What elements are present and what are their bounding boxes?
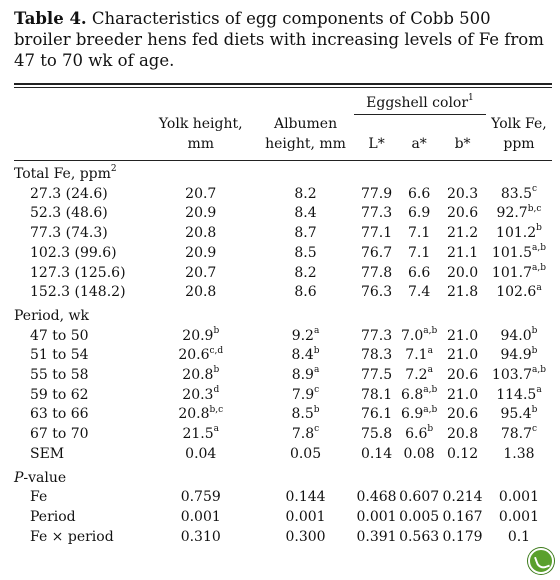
table-cell bbox=[144, 405, 257, 425]
table-cell bbox=[486, 283, 552, 303]
cell-superscript: a,b bbox=[423, 325, 438, 336]
cell-value: 102.6 bbox=[496, 284, 537, 301]
cell-value: 94.0 bbox=[500, 327, 532, 344]
cell-value: 20.3 bbox=[182, 386, 214, 403]
cell-value: 20.8 bbox=[182, 367, 214, 384]
table-cell bbox=[399, 204, 439, 224]
row-label: 63 to 66 bbox=[30, 406, 89, 423]
cell-value: 0.563 bbox=[399, 528, 440, 545]
table-cell bbox=[486, 425, 552, 445]
cell-value: 0.05 bbox=[289, 445, 322, 462]
cell-value: 8.6 bbox=[294, 284, 317, 301]
cell-value: 92.7 bbox=[496, 205, 528, 222]
table-cell bbox=[354, 264, 399, 284]
table-cell bbox=[399, 445, 439, 465]
col-header-a: a* bbox=[411, 136, 427, 152]
cell-value: 7.1 bbox=[405, 347, 428, 364]
cell-value: 8.2 bbox=[294, 185, 317, 202]
cell-value: 6.9 bbox=[400, 406, 424, 423]
caption-text: Characteristics of egg components of Cobb 500 broiler breeder hens fed diets with increasing levels of Fe from 47 to 70 wk of age. bbox=[14, 9, 544, 70]
cell-superscript: c bbox=[532, 424, 538, 435]
row-label: 47 to 50 bbox=[30, 327, 89, 344]
cell-superscript: b bbox=[536, 223, 542, 234]
table-cell bbox=[354, 386, 399, 406]
col-header-b: b* bbox=[454, 136, 471, 152]
cell-value: 76.7 bbox=[360, 244, 393, 261]
col-header-yolk-height-unit: mm bbox=[187, 136, 215, 152]
cell-value: 103.7 bbox=[491, 367, 532, 384]
table-cell bbox=[399, 244, 439, 264]
cell-superscript: a,b bbox=[532, 243, 546, 254]
cell-value: 21.0 bbox=[446, 327, 479, 344]
cell-value: 6.9 bbox=[407, 205, 431, 222]
cell-superscript: d bbox=[213, 385, 220, 396]
table-cell bbox=[486, 244, 552, 264]
cell-value: 0.001 bbox=[498, 508, 539, 525]
cell-superscript: c bbox=[532, 184, 538, 195]
cell-value: 7.1 bbox=[407, 244, 431, 261]
cell-value: 0.005 bbox=[399, 508, 440, 525]
cell-value: 7.0 bbox=[400, 327, 424, 344]
table-cell bbox=[144, 445, 257, 465]
table-cell bbox=[354, 488, 399, 508]
cell-superscript: a bbox=[536, 385, 542, 396]
table-cell bbox=[144, 244, 257, 264]
table-row bbox=[14, 488, 552, 508]
cell-superscript: a,b bbox=[423, 404, 438, 415]
data-table bbox=[14, 88, 552, 547]
table-cell bbox=[399, 327, 439, 347]
table-cell bbox=[439, 528, 486, 548]
table-cell bbox=[439, 366, 486, 386]
table-cell bbox=[144, 327, 257, 347]
row-label: Period bbox=[30, 508, 76, 525]
col-header-yolk-fe-unit: ppm bbox=[503, 136, 535, 152]
section-title: P-value bbox=[14, 469, 67, 486]
table-cell bbox=[144, 508, 257, 528]
table-cell bbox=[439, 327, 486, 347]
table-cell bbox=[257, 488, 354, 508]
table-cell bbox=[439, 224, 486, 244]
table-cell bbox=[144, 386, 257, 406]
table-row bbox=[14, 508, 552, 528]
cell-value: 0.167 bbox=[442, 508, 483, 525]
table-cell bbox=[257, 386, 354, 406]
table-cell bbox=[439, 488, 486, 508]
cell-value: 8.2 bbox=[294, 264, 317, 281]
table-cell bbox=[486, 528, 552, 548]
table-cell bbox=[439, 386, 486, 406]
cell-value: 8.5 bbox=[291, 406, 314, 423]
cell-value: 20.6 bbox=[178, 347, 210, 364]
row-label: 55 to 58 bbox=[30, 367, 89, 384]
table-cell bbox=[257, 405, 354, 425]
table-cell bbox=[354, 204, 399, 224]
cell-value: 7.9 bbox=[291, 386, 315, 403]
table-cell bbox=[486, 346, 552, 366]
cell-value: 20.8 bbox=[178, 406, 210, 423]
cell-value: 77.3 bbox=[360, 327, 393, 344]
row-label: 51 to 54 bbox=[30, 347, 89, 364]
cell-value: 1.38 bbox=[503, 445, 535, 462]
row-label: 102.3 (99.6) bbox=[30, 244, 117, 261]
cell-value: 0.14 bbox=[360, 445, 393, 462]
table-cell bbox=[399, 528, 439, 548]
table-caption bbox=[14, 8, 552, 71]
cell-value: 20.6 bbox=[446, 205, 479, 222]
table-cell bbox=[354, 508, 399, 528]
cell-value: 20.6 bbox=[446, 367, 479, 384]
table-row bbox=[14, 224, 552, 244]
cell-superscript: b bbox=[531, 325, 538, 336]
cell-value: 6.6 bbox=[405, 426, 428, 443]
row-label: 67 to 70 bbox=[30, 426, 89, 443]
cell-superscript: b bbox=[313, 404, 320, 415]
table-cell bbox=[439, 508, 486, 528]
table-cell bbox=[257, 366, 354, 386]
cell-value: 95.4 bbox=[500, 406, 532, 423]
table-cell bbox=[354, 405, 399, 425]
table-cell bbox=[399, 386, 439, 406]
table-row bbox=[14, 283, 552, 303]
cell-superscript: a bbox=[213, 424, 220, 435]
table-cell bbox=[439, 346, 486, 366]
table-cell bbox=[486, 488, 552, 508]
section-title-footnote: 2 bbox=[110, 164, 117, 175]
row-label: 127.3 (125.6) bbox=[30, 264, 126, 281]
table-cell bbox=[144, 283, 257, 303]
cell-superscript: b,c bbox=[527, 203, 542, 214]
table-cell bbox=[399, 224, 439, 244]
table-row bbox=[14, 386, 552, 406]
cell-value: 78.1 bbox=[360, 386, 393, 403]
table-row bbox=[14, 425, 552, 445]
table-cell bbox=[354, 445, 399, 465]
table-cell bbox=[399, 346, 439, 366]
cell-value: 9.2 bbox=[291, 327, 314, 344]
table-row bbox=[14, 445, 552, 465]
table-cell bbox=[354, 425, 399, 445]
cell-value: 77.5 bbox=[360, 367, 393, 384]
cell-value: 94.9 bbox=[500, 347, 532, 364]
cell-value: 0.04 bbox=[185, 445, 217, 462]
cell-value: 0.08 bbox=[403, 445, 435, 462]
cell-value: 20.8 bbox=[185, 284, 217, 301]
cell-superscript: a bbox=[427, 345, 433, 356]
cell-value: 8.9 bbox=[291, 367, 314, 384]
cell-value: 0.001 bbox=[498, 489, 539, 506]
cell-value: 20.9 bbox=[182, 327, 214, 344]
section-title: Period, wk bbox=[14, 307, 90, 324]
cell-superscript: a,b bbox=[532, 262, 546, 273]
cell-value: 101.7 bbox=[491, 264, 532, 281]
table-cell bbox=[144, 185, 257, 205]
cell-value: 77.8 bbox=[360, 264, 393, 281]
cell-superscript: b bbox=[531, 345, 538, 356]
cell-value: 76.1 bbox=[360, 406, 393, 423]
table-cell bbox=[439, 244, 486, 264]
cell-value: 114.5 bbox=[496, 386, 537, 403]
table-cell bbox=[144, 488, 257, 508]
table-cell bbox=[354, 528, 399, 548]
cell-value: 7.1 bbox=[407, 225, 431, 242]
cell-value: 20.6 bbox=[446, 406, 479, 423]
table-cell bbox=[486, 327, 552, 347]
cell-value: 21.2 bbox=[446, 225, 479, 242]
table-cell bbox=[486, 386, 552, 406]
table-cell bbox=[399, 425, 439, 445]
table-cell bbox=[439, 283, 486, 303]
cell-value: 20.8 bbox=[185, 225, 217, 242]
cell-value: 0.391 bbox=[356, 528, 397, 545]
table-cell bbox=[144, 264, 257, 284]
table-cell bbox=[486, 264, 552, 284]
table-cell bbox=[354, 185, 399, 205]
cell-superscript: b bbox=[213, 365, 220, 376]
row-label: 52.3 (48.6) bbox=[30, 205, 108, 222]
table-cell bbox=[354, 244, 399, 264]
cell-value: 75.8 bbox=[360, 426, 393, 443]
table-cell bbox=[257, 445, 354, 465]
cell-superscript: a,b bbox=[532, 365, 546, 376]
table-cell bbox=[257, 283, 354, 303]
row-label: Fe × period bbox=[30, 528, 114, 545]
cell-value: 7.4 bbox=[407, 284, 431, 301]
table-cell bbox=[257, 224, 354, 244]
table-cell bbox=[354, 366, 399, 386]
table-cell bbox=[354, 224, 399, 244]
cell-value: 77.1 bbox=[360, 225, 393, 242]
cell-value: 0.001 bbox=[285, 508, 326, 525]
col-header-yolk-fe: Yolk Fe, bbox=[491, 116, 547, 132]
table-cell bbox=[486, 185, 552, 205]
table-cell bbox=[486, 366, 552, 386]
table-cell bbox=[257, 327, 354, 347]
col-header-l: L* bbox=[368, 136, 385, 152]
cell-superscript: b bbox=[427, 424, 434, 435]
cell-value: 0.759 bbox=[180, 489, 221, 506]
cell-value: 101.5 bbox=[491, 244, 532, 261]
cell-superscript: b bbox=[313, 345, 320, 356]
table-cell bbox=[144, 366, 257, 386]
table-cell bbox=[486, 405, 552, 425]
row-label: 152.3 (148.2) bbox=[30, 284, 126, 301]
cell-superscript: c bbox=[314, 424, 320, 435]
table-row bbox=[14, 185, 552, 205]
cell-value: 0.214 bbox=[442, 489, 483, 506]
table-cell bbox=[144, 204, 257, 224]
table-row bbox=[14, 327, 552, 347]
table-row bbox=[14, 204, 552, 224]
cell-value: 8.7 bbox=[294, 225, 317, 242]
table-row bbox=[14, 528, 552, 548]
cell-value: 20.0 bbox=[446, 264, 479, 281]
table-container bbox=[14, 8, 552, 547]
cell-value: 20.8 bbox=[446, 426, 479, 443]
table-cell bbox=[257, 185, 354, 205]
cell-value: 0.300 bbox=[285, 528, 326, 545]
table-cell bbox=[399, 405, 439, 425]
table-cell bbox=[257, 204, 354, 224]
cell-value: 77.9 bbox=[360, 185, 393, 202]
table-cell bbox=[399, 185, 439, 205]
section-header bbox=[14, 161, 552, 185]
table-cell bbox=[257, 508, 354, 528]
table-cell bbox=[399, 264, 439, 284]
table-cell bbox=[257, 264, 354, 284]
col-header-yolk-height: Yolk height, bbox=[158, 116, 243, 132]
group-header-eggshell-color: Eggshell color$^1$ bbox=[354, 88, 486, 114]
table-cell bbox=[439, 185, 486, 205]
cell-value: 21.0 bbox=[446, 386, 479, 403]
table-cell bbox=[354, 327, 399, 347]
table-cell bbox=[439, 264, 486, 284]
cell-value: 6.6 bbox=[407, 264, 431, 281]
cell-value: 21.0 bbox=[446, 347, 479, 364]
table-cell bbox=[399, 508, 439, 528]
cell-superscript: a,b bbox=[423, 385, 438, 396]
table-row bbox=[14, 405, 552, 425]
cell-value: 0.179 bbox=[442, 528, 483, 545]
cell-superscript: c,d bbox=[209, 345, 224, 356]
section-title: Total Fe, ppm bbox=[14, 166, 111, 182]
cell-value: 21.1 bbox=[446, 244, 479, 261]
cell-value: 0.468 bbox=[356, 489, 397, 506]
cell-value: 101.2 bbox=[496, 225, 537, 242]
table-row bbox=[14, 244, 552, 264]
cell-value: 0.001 bbox=[356, 508, 397, 525]
cell-value: 20.9 bbox=[185, 244, 217, 261]
cell-value: 6.6 bbox=[407, 185, 431, 202]
table-cell bbox=[439, 425, 486, 445]
cell-superscript: a bbox=[313, 325, 320, 336]
row-label: 27.3 (24.6) bbox=[30, 185, 108, 202]
table-cell bbox=[486, 445, 552, 465]
table-cell bbox=[144, 528, 257, 548]
cell-value: 20.7 bbox=[185, 264, 217, 281]
cell-value: 8.5 bbox=[294, 244, 317, 261]
row-label: 77.3 (74.3) bbox=[30, 225, 108, 242]
cell-value: 8.4 bbox=[291, 347, 314, 364]
section-header bbox=[14, 465, 552, 489]
table-cell bbox=[144, 425, 257, 445]
cell-value: 0.607 bbox=[399, 489, 440, 506]
table-cell bbox=[399, 283, 439, 303]
cell-value: 20.9 bbox=[185, 205, 217, 222]
table-label: Table 4. bbox=[14, 9, 87, 28]
table-cell bbox=[144, 224, 257, 244]
cell-superscript: b bbox=[213, 325, 220, 336]
cell-superscript: a bbox=[313, 365, 320, 376]
row-label: Fe bbox=[30, 489, 48, 506]
cell-value: 78.7 bbox=[500, 426, 533, 443]
col-header-albumen-height-unit: height, mm bbox=[265, 136, 346, 152]
table-cell bbox=[486, 508, 552, 528]
section-header bbox=[14, 303, 552, 327]
cell-superscript: b,c bbox=[209, 404, 224, 415]
table-row bbox=[14, 264, 552, 284]
row-label: SEM bbox=[30, 445, 65, 462]
cell-value: 20.3 bbox=[446, 185, 479, 202]
cell-value: 0.310 bbox=[180, 528, 221, 545]
table-cell bbox=[439, 445, 486, 465]
table-cell bbox=[486, 224, 552, 244]
cell-superscript: b bbox=[531, 404, 538, 415]
table-cell bbox=[354, 346, 399, 366]
cell-value: 0.1 bbox=[507, 528, 531, 545]
table-cell bbox=[439, 405, 486, 425]
cell-value: 21.8 bbox=[446, 284, 479, 301]
table-cell bbox=[486, 204, 552, 224]
table-cell bbox=[354, 283, 399, 303]
cell-value: 21.5 bbox=[182, 426, 214, 443]
cell-value: 83.5 bbox=[500, 185, 533, 202]
table-cell bbox=[257, 425, 354, 445]
publisher-logo-icon bbox=[528, 548, 554, 574]
cell-value: 0.144 bbox=[285, 489, 326, 506]
table-cell bbox=[257, 244, 354, 264]
cell-value: 20.7 bbox=[185, 185, 217, 202]
cell-superscript: c bbox=[314, 385, 320, 396]
table-cell bbox=[399, 366, 439, 386]
table-row bbox=[14, 366, 552, 386]
cell-value: 76.3 bbox=[360, 284, 393, 301]
cell-superscript: a bbox=[536, 282, 542, 293]
cell-value: 0.001 bbox=[180, 508, 221, 525]
col-header-albumen-height: Albumen bbox=[273, 116, 338, 132]
cell-value: 77.3 bbox=[360, 205, 393, 222]
table-cell bbox=[144, 346, 257, 366]
cell-value: 78.3 bbox=[360, 347, 393, 364]
cell-value: 7.8 bbox=[291, 426, 315, 443]
table-cell bbox=[399, 488, 439, 508]
cell-superscript: a bbox=[427, 365, 433, 376]
row-label: 59 to 62 bbox=[30, 386, 89, 403]
table-row bbox=[14, 346, 552, 366]
table-cell bbox=[439, 204, 486, 224]
table-cell bbox=[257, 528, 354, 548]
cell-value: 8.4 bbox=[294, 205, 317, 222]
cell-value: 7.2 bbox=[405, 367, 428, 384]
cell-value: 0.12 bbox=[446, 445, 479, 462]
cell-value: 6.8 bbox=[400, 386, 424, 403]
table-cell bbox=[257, 346, 354, 366]
